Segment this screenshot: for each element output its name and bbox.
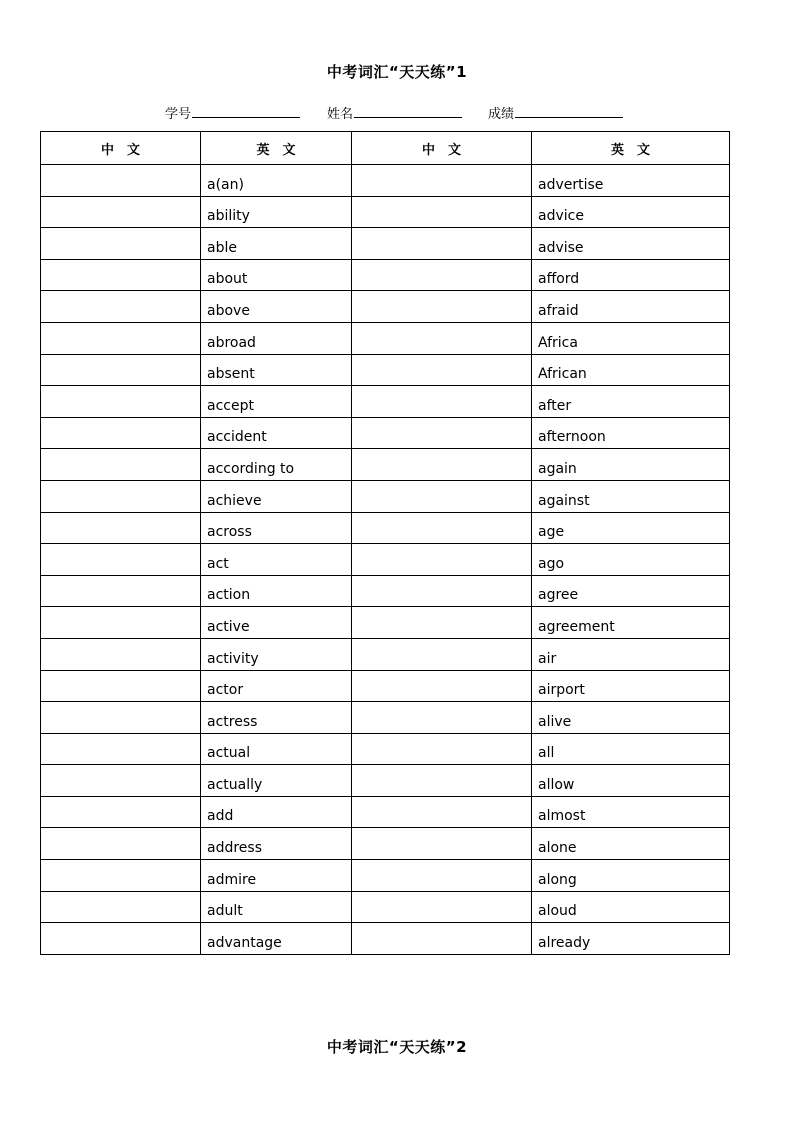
- chinese-answer-cell-right[interactable]: [352, 386, 532, 418]
- chinese-answer-cell-left[interactable]: [41, 828, 201, 860]
- student-info-row: [0, 103, 794, 121]
- english-word-left: accident: [201, 417, 352, 449]
- english-word-right: almost: [532, 796, 730, 828]
- english-word-right: alive: [532, 702, 730, 734]
- table-row: [41, 322, 730, 354]
- english-word-right: agree: [532, 575, 730, 607]
- english-word-left: act: [201, 544, 352, 576]
- chinese-answer-cell-left[interactable]: [41, 923, 201, 955]
- table-row: [41, 860, 730, 892]
- table-row: [41, 765, 730, 797]
- table-header-row: [41, 132, 730, 165]
- english-word-left: abroad: [201, 322, 352, 354]
- chinese-answer-cell-right[interactable]: [352, 354, 532, 386]
- table-row: [41, 291, 730, 323]
- chinese-answer-cell-right[interactable]: [352, 449, 532, 481]
- chinese-answer-cell-left[interactable]: [41, 322, 201, 354]
- table-row: [41, 228, 730, 260]
- table-row: [41, 575, 730, 607]
- english-word-left: actual: [201, 733, 352, 765]
- chinese-answer-cell-right[interactable]: [352, 291, 532, 323]
- chinese-answer-cell-left[interactable]: [41, 670, 201, 702]
- chinese-answer-cell-left[interactable]: [41, 765, 201, 797]
- english-word-left: accept: [201, 386, 352, 418]
- chinese-answer-cell-left[interactable]: [41, 891, 201, 923]
- table-row: [41, 670, 730, 702]
- chinese-answer-cell-right[interactable]: [352, 417, 532, 449]
- chinese-answer-cell-right[interactable]: [352, 228, 532, 260]
- english-word-left: absent: [201, 354, 352, 386]
- chinese-answer-cell-right[interactable]: [352, 575, 532, 607]
- chinese-answer-cell-left[interactable]: [41, 796, 201, 828]
- table-row: [41, 354, 730, 386]
- chinese-answer-cell-left[interactable]: [41, 354, 201, 386]
- student-id-blank[interactable]: [192, 104, 300, 118]
- english-word-left: actress: [201, 702, 352, 734]
- chinese-answer-cell-left[interactable]: [41, 480, 201, 512]
- header-chinese-2: 中 文: [352, 132, 532, 165]
- table-row: [41, 796, 730, 828]
- chinese-answer-cell-left[interactable]: [41, 386, 201, 418]
- chinese-answer-cell-left[interactable]: [41, 512, 201, 544]
- chinese-answer-cell-right[interactable]: [352, 891, 532, 923]
- english-word-left: admire: [201, 860, 352, 892]
- chinese-answer-cell-right[interactable]: [352, 165, 532, 197]
- chinese-answer-cell-right[interactable]: [352, 733, 532, 765]
- chinese-answer-cell-left[interactable]: [41, 291, 201, 323]
- english-word-left: activity: [201, 638, 352, 670]
- english-word-left: add: [201, 796, 352, 828]
- english-word-left: ability: [201, 196, 352, 228]
- english-word-left: across: [201, 512, 352, 544]
- chinese-answer-cell-right[interactable]: [352, 670, 532, 702]
- table-row: [41, 259, 730, 291]
- english-word-right: afternoon: [532, 417, 730, 449]
- student-name-label: 姓名: [327, 107, 354, 122]
- score-blank[interactable]: [515, 104, 623, 118]
- chinese-answer-cell-left[interactable]: [41, 607, 201, 639]
- english-word-left: address: [201, 828, 352, 860]
- chinese-answer-cell-right[interactable]: [352, 828, 532, 860]
- english-word-left: actually: [201, 765, 352, 797]
- table-row: [41, 417, 730, 449]
- english-word-right: airport: [532, 670, 730, 702]
- table-row: [41, 923, 730, 955]
- chinese-answer-cell-right[interactable]: [352, 702, 532, 734]
- chinese-answer-cell-right[interactable]: [352, 796, 532, 828]
- english-word-left: achieve: [201, 480, 352, 512]
- english-word-right: air: [532, 638, 730, 670]
- student-name-field[interactable]: [327, 103, 462, 122]
- english-word-left: a(an): [201, 165, 352, 197]
- english-word-left: adult: [201, 891, 352, 923]
- score-label: 成绩: [488, 107, 515, 122]
- chinese-answer-cell-left[interactable]: [41, 733, 201, 765]
- english-word-right: already: [532, 923, 730, 955]
- chinese-answer-cell-left[interactable]: [41, 196, 201, 228]
- english-word-right: afford: [532, 259, 730, 291]
- english-word-left: according to: [201, 449, 352, 481]
- english-word-right: afraid: [532, 291, 730, 323]
- chinese-answer-cell-right[interactable]: [352, 480, 532, 512]
- table-row: [41, 702, 730, 734]
- header-chinese-1: 中 文: [41, 132, 201, 165]
- student-id-field[interactable]: [165, 103, 300, 122]
- chinese-answer-cell-left[interactable]: [41, 228, 201, 260]
- chinese-answer-cell-left[interactable]: [41, 575, 201, 607]
- table-row: [41, 386, 730, 418]
- table-row: [41, 638, 730, 670]
- student-id-label: 学号: [165, 107, 192, 122]
- english-word-right: agreement: [532, 607, 730, 639]
- vocabulary-body: [41, 165, 730, 955]
- english-word-left: active: [201, 607, 352, 639]
- table-row: [41, 891, 730, 923]
- chinese-answer-cell-left[interactable]: [41, 860, 201, 892]
- english-word-right: aloud: [532, 891, 730, 923]
- english-word-right: after: [532, 386, 730, 418]
- table-row: [41, 544, 730, 576]
- english-word-right: Africa: [532, 322, 730, 354]
- english-word-right: African: [532, 354, 730, 386]
- english-word-right: age: [532, 512, 730, 544]
- english-word-right: allow: [532, 765, 730, 797]
- table-row: [41, 607, 730, 639]
- chinese-answer-cell-right[interactable]: [352, 860, 532, 892]
- english-word-left: about: [201, 259, 352, 291]
- table-row: [41, 480, 730, 512]
- english-word-right: ago: [532, 544, 730, 576]
- chinese-answer-cell-left[interactable]: [41, 165, 201, 197]
- chinese-answer-cell-right[interactable]: [352, 512, 532, 544]
- english-word-right: advise: [532, 228, 730, 260]
- chinese-answer-cell-right[interactable]: [352, 259, 532, 291]
- english-word-right: against: [532, 480, 730, 512]
- english-word-right: alone: [532, 828, 730, 860]
- chinese-answer-cell-right[interactable]: [352, 923, 532, 955]
- table-row: [41, 733, 730, 765]
- chinese-answer-cell-left[interactable]: [41, 544, 201, 576]
- english-word-left: advantage: [201, 923, 352, 955]
- english-word-right: along: [532, 860, 730, 892]
- english-word-right: advertise: [532, 165, 730, 197]
- table-row: [41, 449, 730, 481]
- chinese-answer-cell-right[interactable]: [352, 607, 532, 639]
- table-row: [41, 828, 730, 860]
- worksheet-title-1: 中考词汇“天天练”1: [326, 63, 468, 81]
- chinese-answer-cell-right[interactable]: [352, 544, 532, 576]
- english-word-left: above: [201, 291, 352, 323]
- chinese-answer-cell-left[interactable]: [41, 449, 201, 481]
- chinese-answer-cell-right[interactable]: [352, 765, 532, 797]
- chinese-answer-cell-left[interactable]: [41, 259, 201, 291]
- english-word-left: able: [201, 228, 352, 260]
- chinese-answer-cell-right[interactable]: [352, 322, 532, 354]
- chinese-answer-cell-right[interactable]: [352, 638, 532, 670]
- header-english-2: 英 文: [532, 132, 730, 165]
- chinese-answer-cell-left[interactable]: [41, 702, 201, 734]
- english-word-left: actor: [201, 670, 352, 702]
- student-name-blank[interactable]: [354, 104, 462, 118]
- table-row: [41, 165, 730, 197]
- chinese-answer-cell-right[interactable]: [352, 196, 532, 228]
- worksheet-title-2: 中考词汇“天天练”2: [326, 1038, 468, 1056]
- chinese-answer-cell-left[interactable]: [41, 638, 201, 670]
- table-row: [41, 512, 730, 544]
- english-word-left: action: [201, 575, 352, 607]
- table-row: [41, 196, 730, 228]
- header-english-1: 英 文: [201, 132, 352, 165]
- english-word-right: again: [532, 449, 730, 481]
- english-word-right: all: [532, 733, 730, 765]
- english-word-right: advice: [532, 196, 730, 228]
- score-field[interactable]: [488, 103, 623, 122]
- chinese-answer-cell-left[interactable]: [41, 417, 201, 449]
- vocabulary-table: [40, 131, 730, 955]
